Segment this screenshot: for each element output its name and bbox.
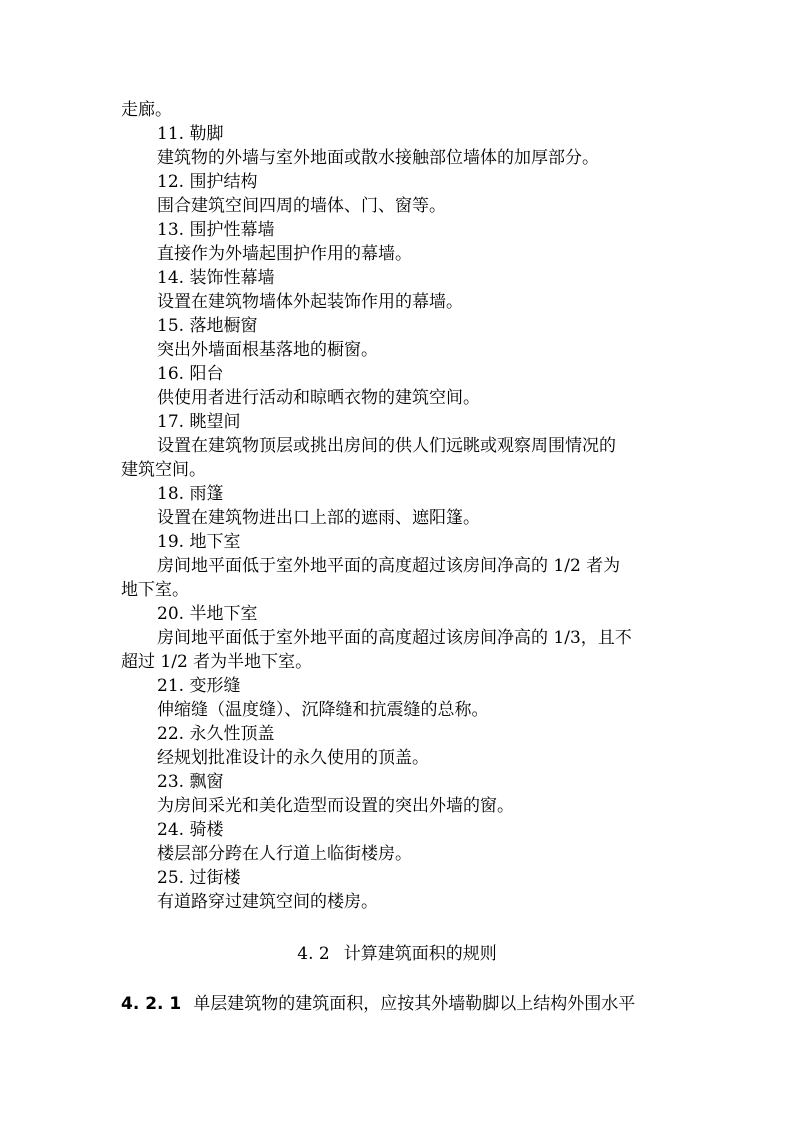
term-heading: 14. 装饰性幕墙 <box>157 268 275 288</box>
term-definition: 房间地平面低于室外地平面的高度超过该房间净高的 1/3，且不 <box>157 628 632 648</box>
term-definition: 设置在建筑物墙体外起装饰作用的幕墙。 <box>157 292 463 312</box>
term-heading: 22. 永久性顶盖 <box>157 724 275 744</box>
term-heading: 15. 落地橱窗 <box>157 316 258 336</box>
term-definition-cont: 地下室。 <box>121 580 189 600</box>
term-definition: 供使用者进行活动和晾晒衣物的建筑空间。 <box>157 388 480 408</box>
term-heading: 13. 围护性幕墙 <box>157 220 275 240</box>
term-definition: 伸缩缝（温度缝）、沉降缝和抗震缝的总称。 <box>157 700 489 720</box>
section-title: 计算建筑面积的规则 <box>343 944 497 964</box>
term-definition: 设置在建筑物顶层或挑出房间的供人们远眺或观察周围情况的 <box>157 436 616 456</box>
term-heading: 25. 过街楼 <box>157 868 241 888</box>
term-heading: 11. 勒脚 <box>157 124 224 144</box>
term-definition: 为房间采光和美化造型而设置的突出外墙的窗。 <box>157 796 514 816</box>
clause-text: 单层建筑物的建筑面积，应按其外墙勒脚以上结构外围水平 <box>193 994 636 1014</box>
term-definition: 经规划批准设计的永久使用的顶盖。 <box>157 748 429 768</box>
term-heading: 18. 雨篷 <box>157 484 224 504</box>
term-definition: 有道路穿过建筑空间的楼房。 <box>157 892 378 912</box>
clause-line <box>121 992 681 1016</box>
term-definition: 直接作为外墙起围护作用的幕墙。 <box>157 244 412 264</box>
term-heading: 17. 眺望间 <box>157 412 241 432</box>
term-definition-cont: 超过 1/2 者为半地下室。 <box>121 652 313 672</box>
term-heading: 24. 骑楼 <box>157 820 224 840</box>
term-heading: 21. 变形缝 <box>157 676 241 696</box>
term-definition: 房间地平面低于室外地平面的高度超过该房间净高的 1/2 者为 <box>157 556 621 576</box>
term-definition: 围合建筑空间四周的墙体、门、窗等。 <box>157 196 446 216</box>
term-heading: 16. 阳台 <box>157 364 224 384</box>
term-heading: 23. 飘窗 <box>157 772 224 792</box>
term-definition: 建筑物的外墙与室外地面或散水接触部位墙体的加厚部分。 <box>157 148 599 168</box>
term-heading: 12. 围护结构 <box>157 172 258 192</box>
term-definition: 设置在建筑物进出口上部的遮雨、遮阳篷。 <box>157 508 480 528</box>
section-heading <box>0 942 794 966</box>
section-number: 4. 2 <box>297 944 330 964</box>
term-definition: 楼层部分跨在人行道上临街楼房。 <box>157 844 412 864</box>
term-definition-cont: 建筑空间。 <box>121 460 206 480</box>
text-line: 走廊。 <box>121 100 172 120</box>
term-heading: 19. 地下室 <box>157 532 241 552</box>
term-definition: 突出外墙面根基落地的橱窗。 <box>157 340 378 360</box>
term-heading: 20. 半地下室 <box>157 604 258 624</box>
clause-number: 4. 2. 1 <box>121 994 182 1014</box>
